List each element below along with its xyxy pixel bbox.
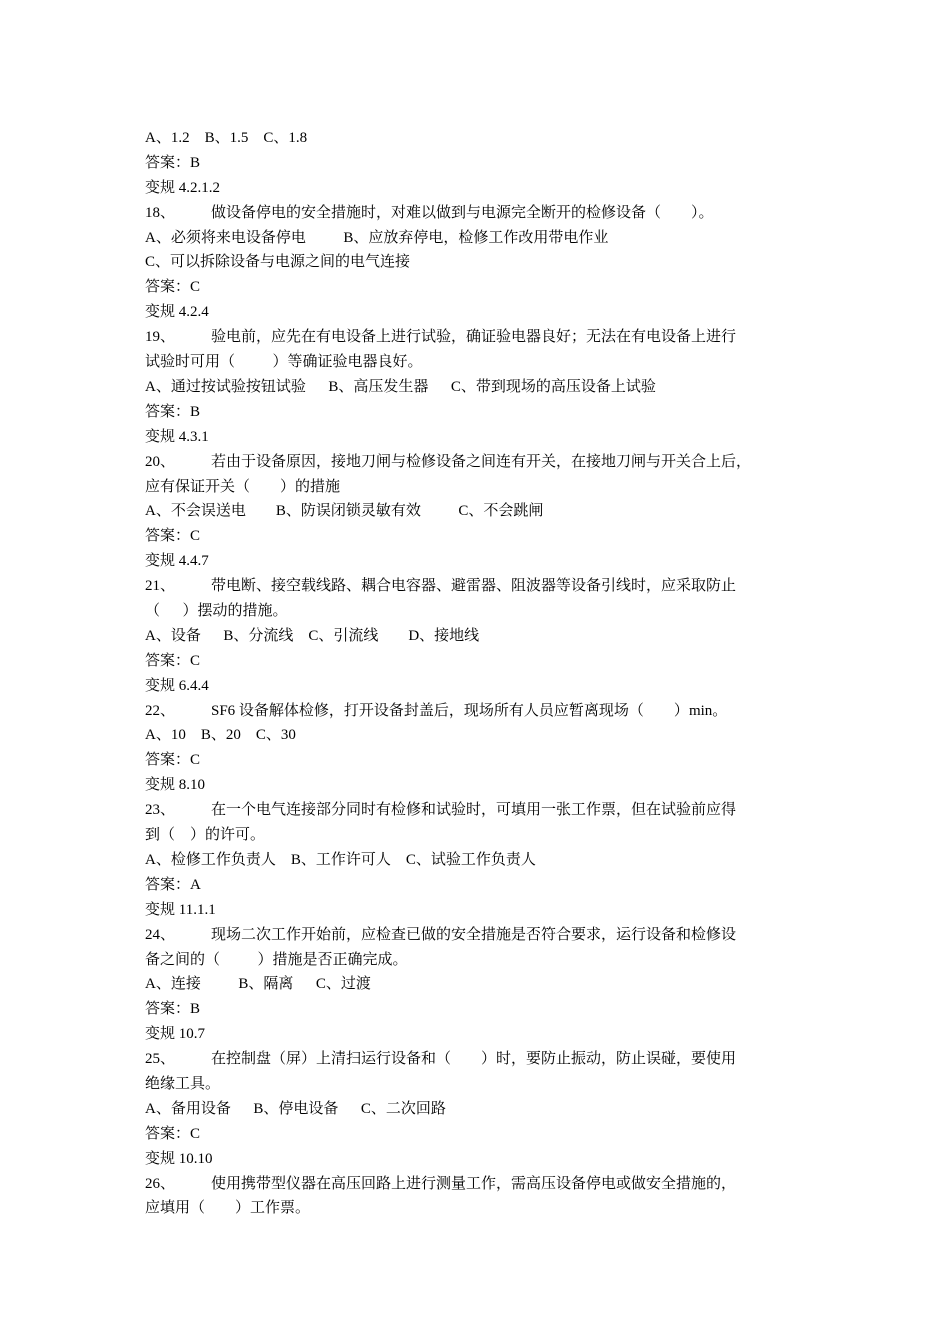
question-stem: 现场二次工作开始前，应检查已做的安全措施是否符合要求，运行设备和检修设 <box>211 926 737 943</box>
answer-line: 答案：B <box>145 154 201 171</box>
question-25 <box>145 1047 815 1072</box>
question-number: 22、 <box>145 702 176 719</box>
reference-line: 变规 4.2.1.2 <box>145 179 221 196</box>
question-24 <box>145 923 815 948</box>
reference-line: 变规 6.4.4 <box>145 677 209 694</box>
reference-line: 变规 11.1.1 <box>145 901 216 918</box>
document-body <box>145 126 815 1221</box>
question-stem: 在一个电气连接部分同时有检修和试验时，可填用一张工作票，但在试验前应得 <box>211 802 737 819</box>
question-stem: 带电断、接空载线路、耦合电容器、避雷器、阻波器等设备引线时，应采取防止 <box>211 578 737 595</box>
question-22 <box>145 699 815 724</box>
answer-line: 答案：C <box>145 652 201 669</box>
reference-line: 变规 8.10 <box>145 777 206 794</box>
answer-line: 答案：C <box>145 1125 201 1142</box>
question-stem-continued: 绝缘工具。 <box>145 1075 221 1092</box>
question-23 <box>145 798 815 823</box>
question-stem: 若由于设备原因，接地刀闸与检修设备之间连有开关，在接地刀闸与开关合上后， <box>211 453 752 470</box>
option-line: C、可以拆除设备与电源之间的电气连接 <box>145 254 411 271</box>
answer-line: 答案：A <box>145 876 201 893</box>
reference-line: 变规 10.10 <box>145 1150 213 1167</box>
question-number: 24、 <box>145 926 176 943</box>
question-20 <box>145 450 815 475</box>
question-stem-continued: 备之间的（ ）措施是否正确完成。 <box>145 951 408 968</box>
question-stem: 在控制盘（屏）上清扫运行设备和（ ）时，要防止振动，防止误碰，要使用 <box>211 1051 737 1068</box>
option-line: A、连接 B、隔离 C、过渡 <box>145 976 371 993</box>
question-number: 25、 <box>145 1051 176 1068</box>
question-stem: 使用携带型仪器在高压回路上进行测量工作，需高压设备停电或做安全措施的， <box>211 1175 737 1192</box>
option-line: A、设备 B、分流线 C、引流线 D、接地线 <box>145 627 480 644</box>
question-number: 26、 <box>145 1175 176 1192</box>
reference-line: 变规 10.7 <box>145 1026 206 1043</box>
question-number: 21、 <box>145 578 176 595</box>
question-number: 19、 <box>145 329 176 346</box>
answer-line: 答案：B <box>145 403 201 420</box>
answer-line: 答案：B <box>145 1001 201 1018</box>
question-stem-continued: 到（ ）的许可。 <box>145 827 266 844</box>
question-26 <box>145 1172 815 1197</box>
answer-line: 答案：C <box>145 752 201 769</box>
answer-line: 答案：C <box>145 528 201 545</box>
reference-line: 变规 4.3.1 <box>145 428 209 445</box>
option-line: A、通过按试验按钮试验 B、高压发生器 C、带到现场的高压设备上试验 <box>145 378 656 395</box>
question-number: 23、 <box>145 802 176 819</box>
question-stem-continued: 试验时可用（ ）等确证验电器良好。 <box>145 354 423 371</box>
question-19 <box>145 325 815 350</box>
option-line: A、必须将来电设备停电 B、应放弃停电，检修工作改用带电作业 <box>145 229 609 246</box>
question-stem: 做设备停电的安全措施时，对难以做到与电源完全断开的检修设备（ ）。 <box>211 204 714 221</box>
option-line: A、1.2 B、1.5 C、1.8 <box>145 130 308 146</box>
question-stem-continued: 应填用（ ）工作票。 <box>145 1200 311 1217</box>
reference-line: 变规 4.4.7 <box>145 553 209 570</box>
question-number: 20、 <box>145 453 176 470</box>
question-stem-continued: 应有保证开关（ ）的措施 <box>145 478 341 495</box>
question-stem: 验电前，应先在有电设备上进行试验，确证验电器良好；无法在有电设备上进行 <box>211 329 737 346</box>
question-number: 18、 <box>145 204 176 221</box>
question-21 <box>145 574 815 599</box>
answer-line: 答案：C <box>145 279 201 296</box>
question-stem: SF6 设备解体检修，打开设备封盖后，现场所有人员应暂离现场（ ）min。 <box>211 702 728 719</box>
option-line: A、不会误送电 B、防误闭锁灵敏有效 C、不会跳闸 <box>145 503 544 520</box>
option-line: A、备用设备 B、停电设备 C、二次回路 <box>145 1100 446 1117</box>
question-18 <box>145 201 815 226</box>
option-line: A、检修工作负责人 B、工作许可人 C、试验工作负责人 <box>145 851 536 868</box>
option-line: A、10 B、20 C、30 <box>145 727 296 744</box>
question-stem-continued: （ ）摆动的措施。 <box>145 602 288 619</box>
reference-line: 变规 4.2.4 <box>145 304 209 321</box>
